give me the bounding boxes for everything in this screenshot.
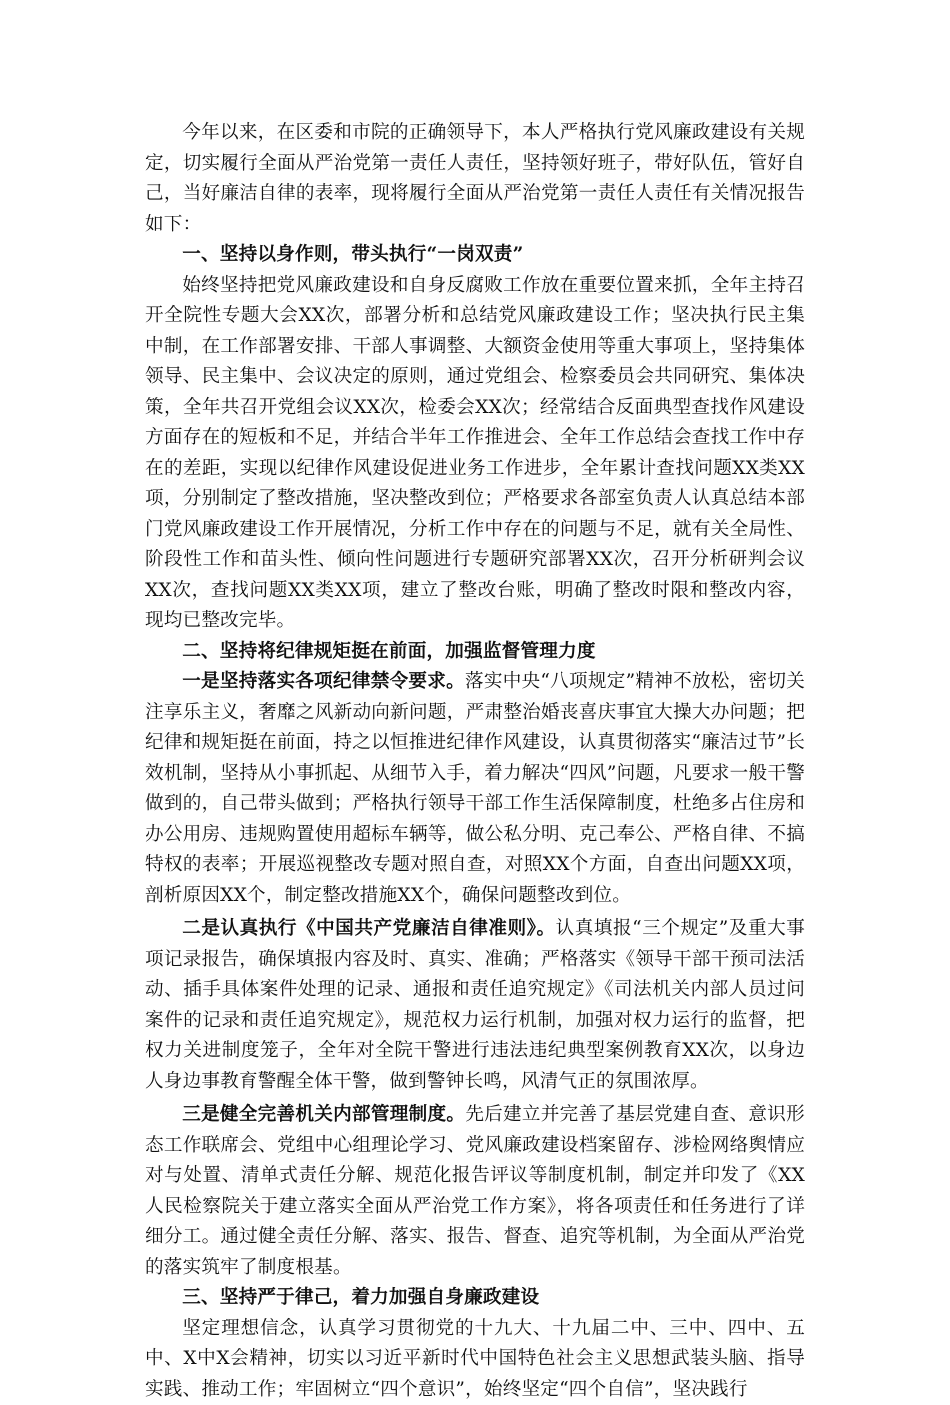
document-page [145, 118, 805, 1405]
paragraph-text: 先后建立并完善了基层党建自查、意识形态工作联席会、党组中心组理论学习、党风廉政建设档案留存、涉检网络舆情应对与处置、清单式责任分解、规范化报告评议等制度机制，制定并印发了《XX人民检察院关于建立落实全面从严治党工作方案》，将各项责任和任务进行了详细分工。通过健全责任分解、落实、报告、督查、追究等机制，为全面从严治党的落实筑牢了制度根基。 [145, 1104, 805, 1278]
section-1-paragraph-1 [145, 271, 805, 637]
paragraph-text: 认真填报“三个规定”及重大事项记录报告，确保填报内容及时、真实、准确；严格落实《领导干部干预司法活动、插手具体案件处理的记录、通报和责任追究规定》《司法机关内部人员过问案件的记录和责任追究规定》，规范权力运行机制，加强对权力运行的监督，把权力关进制度笼子，全年对全院干警进行违法违纪典型案例教育XX次，以身边人身边事教育警醒全体干警，做到警钟长鸣，风清气正的氛围浓厚。 [145, 918, 805, 1092]
paragraph-lead: 二是认真执行《中国共产党廉洁自律准则》。 [182, 918, 555, 939]
paragraph-lead: 一是坚持落实各项纪律禁令要求。 [182, 671, 465, 692]
section-2-paragraph-3 [145, 1100, 805, 1283]
paragraph-text: 始终坚持把党风廉政建设和自身反腐败工作放在重要位置来抓，全年主持召开全院性专题大会XX次，部署分析和总结党风廉政建设工作；坚决执行民主集中制，在工作部署安排、干部人事调整、大额资金使用等重大事项上，坚持集体领导、民主集中、会议决定的原则，通过党组会、检察委员会共同研究、集体决策，全年共召开党组会议XX次，检委会XX次；经常结合反面典型查找作风建设方面存在的短板和不足，并结合半年工作推进会、全年工作总结会查找工作中存在的差距，实现以纪律作风建设促进业务工作进步，全年累计查找问题XX类XX项，分别制定了整改措施，坚决整改到位；严格要求各部室负责人认真总结本部门党风廉政建设工作开展情况，分析工作中存在的问题与不足，就有关全局性、阶段性工作和苗头性、倾向性问题进行专题研究部署XX次，召开分析研判会议XX次，查找问题XX类XX项，建立了整改台账，明确了整改时限和整改内容，现均已整改完毕。 [145, 275, 805, 632]
section-heading-2: 二、坚持将纪律规矩挺在前面，加强监督管理力度 [145, 637, 805, 668]
section-heading-3: 三、坚持严于律己，着力加强自身廉政建设 [145, 1283, 805, 1314]
section-3-paragraph-1 [145, 1314, 805, 1405]
section-2-paragraph-2 [145, 914, 805, 1097]
paragraph-text: 落实中央“八项规定”精神不放松，密切关注享乐主义，奢靡之风新动向新问题，严肃整治婚丧喜庆事宜大操大办问题；把纪律和规矩挺在前面，持之以恒推进纪律作风建设，认真贯彻落实“廉洁过节”长效机制，坚持从小事抓起、从细节入手，着力解决“四风”问题，凡要求一般干警做到的，自己带头做到；严格执行领导干部工作生活保障制度，杜绝多占住房和办公用房、违规购置使用超标车辆等，做公私分明、克己奉公、严格自律、不搞特权的表率；开展巡视整改专题对照自查，对照XX个方面，自查出问题XX项，剖析原因XX个，制定整改措施XX个，确保问题整改到位。 [145, 671, 805, 906]
section-heading-1: 一、坚持以身作则，带头执行“一岗双责” [145, 240, 805, 271]
section-2-paragraph-1 [145, 667, 805, 911]
intro-paragraph: 今年以来，在区委和市院的正确领导下，本人严格执行党风廉政建设有关规定，切实履行全面从严治党第一责任人责任，坚持领好班子，带好队伍，管好自己，当好廉洁自律的表率，现将履行全面从严治党第一责任人责任有关情况报告如下： [145, 118, 805, 240]
paragraph-text: 坚定理想信念，认真学习贯彻党的十九大、十九届二中、三中、四中、五中、X中X会精神，切实以习近平新时代中国特色社会主义思想武装头脑、指导实践、推动工作；牢固树立“四个意识”，始终坚定“四个自信”，坚决践行 [145, 1318, 805, 1400]
paragraph-lead: 三是健全完善机关内部管理制度。 [182, 1104, 465, 1125]
